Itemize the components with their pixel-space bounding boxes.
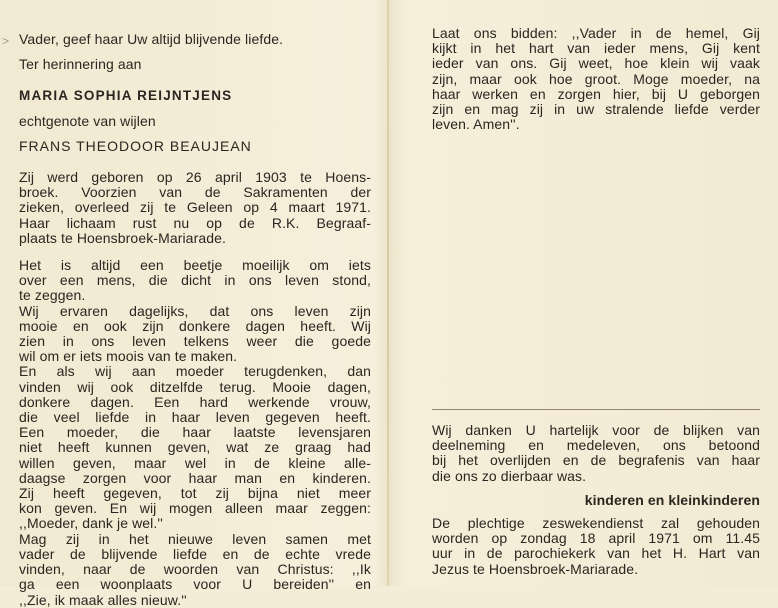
text-line: kon geven. En wij mogen alleen maar zeggen: [19, 500, 371, 517]
thanks-line: Wij danken U hartelijk voor de blijken van [432, 422, 760, 438]
spouse-name: FRANS THEODOOR BEAUJEAN [19, 137, 252, 154]
prayer [432, 26, 760, 132]
text-line: vader de blijvende liefde en de echte vrede [19, 545, 371, 562]
text-line: ,,Zie, ik maak alles nieuw.'' [19, 591, 187, 608]
in-memory-line: Ter herinnering aan [19, 56, 142, 73]
right-panel [432, 26, 760, 132]
text-line: over een mens, die dicht in ons leven stond, [19, 272, 371, 289]
reflection-text [19, 258, 371, 608]
fold-line [387, 0, 389, 586]
biography [19, 170, 371, 246]
left-panel [19, 32, 371, 608]
text-line: die veel liefde in haar leven gegeven heeft. [19, 409, 371, 426]
prayer-line: zijn en mag zij in uw stralende liefde verder [432, 101, 760, 118]
prayer-line: haar werken en zorgen hier, bij U geborgen [432, 85, 760, 102]
text-line: mooie en ook zijn donkere dagen heeft. Wij [19, 317, 371, 334]
service-line: De plechtige zeswekendienst zal gehouden [432, 515, 760, 532]
text-line: En als wij aan moeder terugdenken, dan [19, 363, 371, 380]
text-line: niet heeft kunnen geven, wat ze graag had [19, 439, 371, 456]
prayer-line: ieder van ons. Gij weet, hoe klein wij vaak [432, 55, 760, 72]
service-line: worden op zondag 18 april 1971 om 11.45 [432, 530, 760, 547]
text-line: donkere dagen. Een hard werkende vrouw, [19, 393, 371, 410]
prayer-line: zijn, maar ook hoe groot. Moge moeder, na [432, 70, 760, 87]
family-signature: kinderen en kleinkinderen [584, 491, 760, 508]
acknowledgement [432, 423, 760, 577]
stray-mark: > [2, 34, 10, 48]
prayer-line: kijkt in het hart van ieder mens, Gij kent [432, 40, 760, 57]
text-line: willen geven, maar wel in de kleine alle- [19, 454, 371, 471]
bio-line: Haar lichaam rust nu op de R.K. Begraaf- [19, 214, 371, 231]
bio-line: broek. Voorzien van de Sakramenten der [19, 184, 371, 201]
text-line: wil om er iets moois van te maken. [19, 348, 238, 365]
text-line: zien in ons leven telkens weer die goede [19, 333, 371, 350]
text-line: ga een woonplaats voor U bereiden'' en [19, 576, 371, 593]
text-line: Het is altijd een beetje moeilijk om iets [19, 257, 371, 274]
text-line: vinden, naar de woorden van Christus: ,,Ik [19, 561, 371, 578]
service-line: Jezus te Hoensbroek-Mariarade. [432, 560, 639, 577]
divider [432, 409, 760, 410]
thanks-line: die ons zo dierbaar was. [432, 467, 587, 484]
text-line: Mag zij in het nieuwe leven samen met [19, 530, 371, 547]
spouse-label: echtgenote van wijlen [19, 112, 156, 129]
deceased-name: MARIA SOPHIA REIJNTJENS [19, 88, 233, 104]
opening-line: Vader, geef haar Uw altijd blijvende liefde. [19, 31, 284, 47]
text-line: Zij heeft gegeven, tot zij bijna niet meer [19, 485, 371, 502]
text-line: Een moeder, die haar laatste levensjaren [19, 424, 371, 441]
bio-line: plaats te Hoensbroek-Mariarade. [19, 229, 226, 246]
prayer-line: Laat ons bidden: ,,Vader in de hemel, Gij [432, 25, 760, 41]
thanks-line: bij het overlijden en de begrafenis van haar [432, 452, 760, 469]
service-line: uur in de parochiekerk van het H. Hart van [432, 545, 760, 562]
bio-line: zieken, overleed zij te Geleen op 4 maart 1971. [19, 199, 371, 216]
text-line: vinden wij ook ditzelfde terug. Mooie dagen, [19, 378, 371, 395]
bio-line: Zij werd geboren op 26 april 1903 te Hoens- [19, 169, 371, 186]
prayer-line: leven. Amen''. [432, 116, 520, 133]
text-line: Wij ervaren dagelijks, dat ons leven zijn [19, 302, 371, 319]
text-line: daagse zorgen voor haar man en kinderen. [19, 469, 371, 486]
text-line: ,,Moeder, dank je wel.'' [19, 515, 163, 532]
text-line: te zeggen. [19, 287, 86, 304]
thanks-line: deelneming en medeleven, ons betoond [432, 437, 760, 454]
